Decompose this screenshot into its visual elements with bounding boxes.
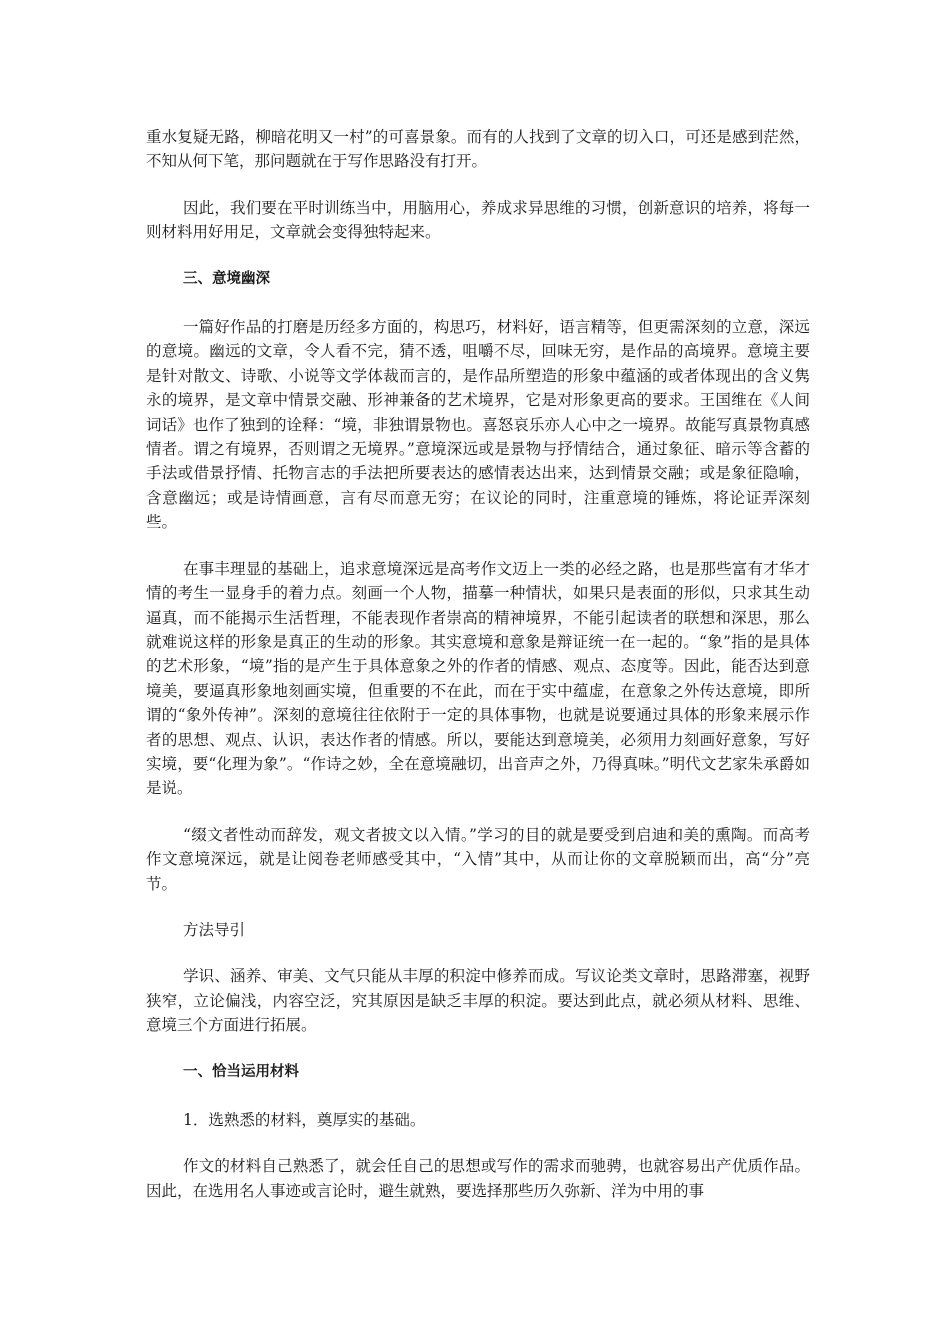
section-heading-1: 一、恰当运用材料 (183, 1063, 299, 1080)
paragraph-8: 学识、涵养、审美、文气只能从丰厚的积淀中修养而成。写议论类文章时，思路滞塞，视野狭窄，立论偏浅，内容空泛，究其原因是缺乏丰厚的积淀。要达到此点，就必须从材料、思维、意境三个方面进行拓展。 (146, 967, 810, 1035)
paragraph-11: 作文的材料自己熟悉了，就会任自己的思想或写作的需求而驰骋，也就容易出产优质作品。因此，在选用名人事迹或言论时，避生就熟，要选择那些历久弥新、洋为中用的事 (146, 1157, 810, 1200)
paragraph-4: 一篇好作品的打磨是历经多方面的，构思巧，材料好，语言精等，但更需深刻的立意，深远的意境。幽远的文章，令人看不完，猜不透，咀嚼不尽，回味无穷，是作品的高境界。意境主要是针对散文、诗歌、小说等文学体裁而言的，是作品所塑造的形象中蕴涵的或者体现出的含义隽永的境界，是文章中情景交融、形神兼备的艺术境界，它是对形象更高的要求。王国维在《人间词话》也作了独到的诠释：“境，非独谓景物也。喜怒哀乐亦人心中之一境界。故能写真景物真感情者。谓之有境界，否则谓之无境界。”意境深远或是景物与抒情结合，通过象征、暗示等含蓄的手法或借景抒情、托物言志的手法把所要表达的感情表达出来，达到情景交融；或是象征隐喻，含意幽远；或是诗情画意，言有尽而意无穷；在议论的同时，注重意境的锤炼，将论证弄深刻些。 (146, 318, 810, 532)
subheading-1: 1．选熟悉的材料，奠厚实的基础。 (183, 1111, 426, 1129)
paragraph-5: 在事丰理显的基础上，追求意境深远是高考作文迈上一类的必经之路，也是那些富有才华才情的考生一显身手的着力点。刻画一个人物，描摹一种情状，如果只是表面的形似，只求其生动逼真，而不能揭示生活哲理，不能表现作者崇高的精神境界，不能引起读者的联想和深思，那么就难说这样的形象是真正的生动的形象。其实意境和意象是辩证统一在一起的。“象”指的是具体的艺术形象，“境”指的是产生于具体意象之外的作者的情感、观点、态度等。因此，能否达到意境美，要逼真形象地刻画实境，但重要的不在此，而在于实中蕴虚，在意象之外传达意境，即所谓的“象外传神”。深刻的意境往往依附于一定的具体事物，也就是说要通过具体的形象来展示作者的思想、观点、认识，表达作者的情感。所以，要能达到意境美，必须用力刻画好意象，写好实境，要“化理为象”。“作诗之妙，全在意境融切，出音声之外，乃得真味。”明代文艺家朱承爵如是说。 (146, 559, 810, 798)
section-heading-3: 三、意境幽深 (183, 270, 270, 287)
paragraph-6: “缀文者性动而辞发，观文者披文以入情。”学习的目的就是要受到启迪和美的熏陶。而高考作文意境深远，就是让阅卷老师感受其中，“入情”其中，从而让你的文章脱颖而出，高“分”亮节。 (146, 825, 810, 893)
method-guide-label: 方法导引 (183, 920, 246, 939)
paragraph-1: 重水复疑无路，柳暗花明又一村”的可喜景象。而有的人找到了文章的切入口，可还是感到茫然，不知从何下笔，那问题就在于写作思路没有打开。 (146, 128, 810, 171)
document-body (146, 125, 810, 1225)
paragraph-2: 因此，我们要在平时训练当中，用脑用心，养成求异思维的习惯，创新意识的培养，将每一则材料用好用足，文章就会变得独特起来。 (146, 198, 810, 242)
